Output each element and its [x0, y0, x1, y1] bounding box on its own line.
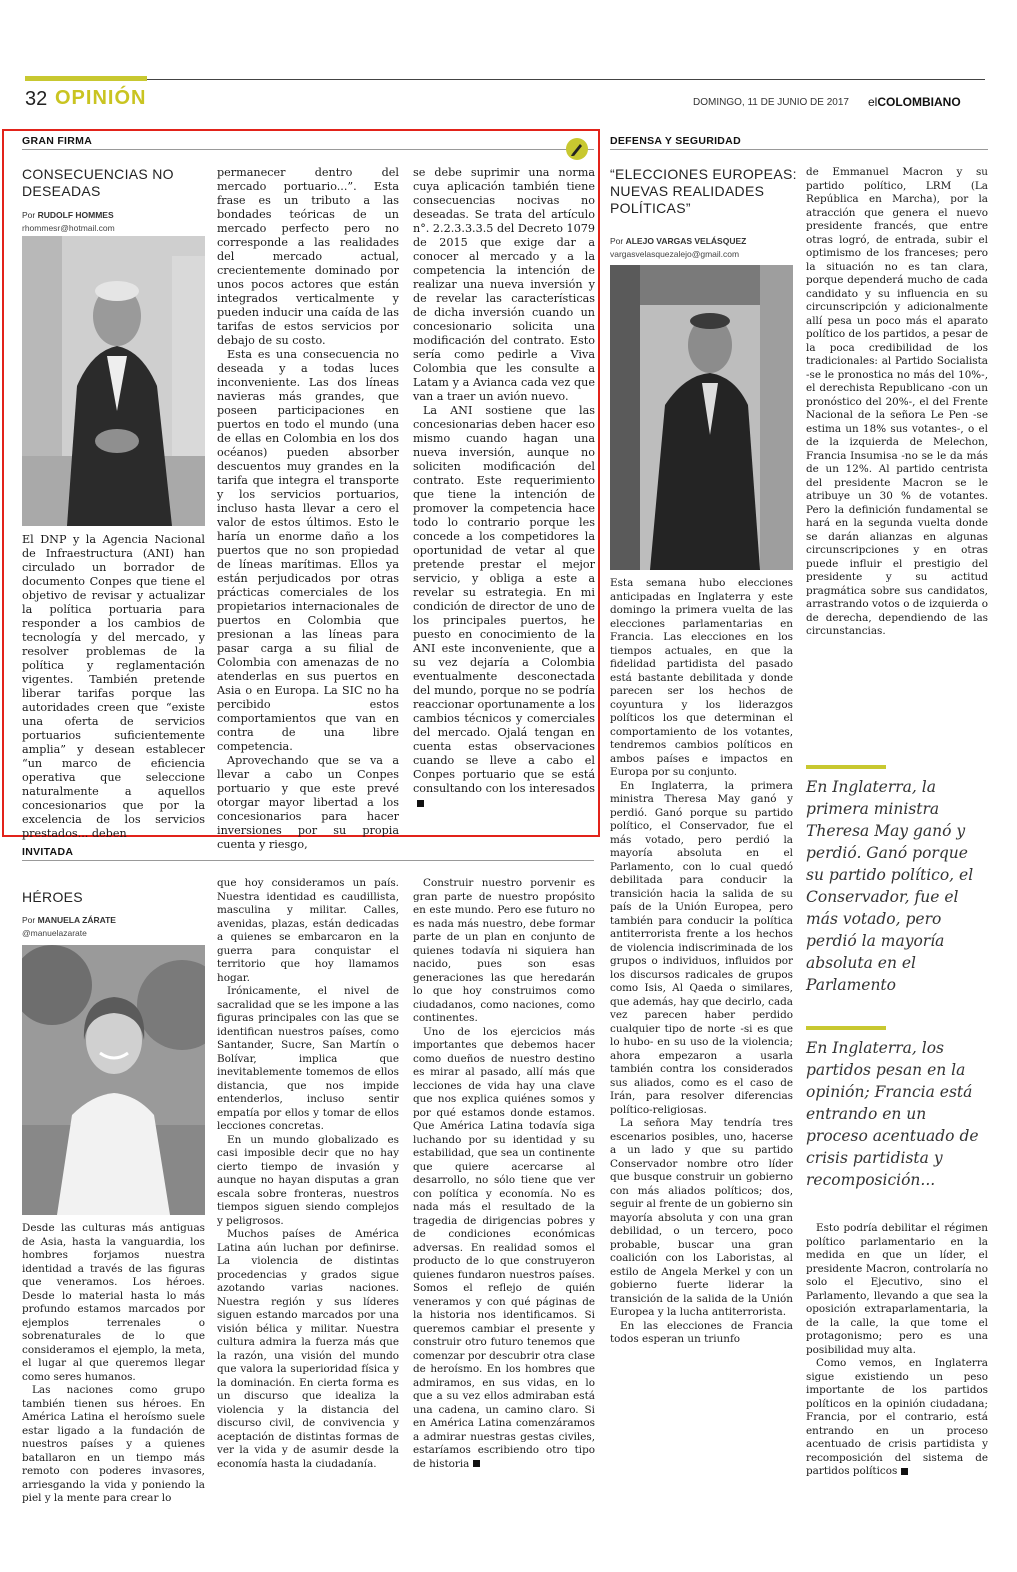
pull-quote-bar: [806, 765, 886, 769]
paragraph: se debe suprimir una norma cuya aplicación también tiene consecuencias nocivas no deseadas. Se trata del artículo n°. 2.2.3.3.3.5 del Decreto 1079 de 2015 que exige dar a conocer al mercado y a la competencia la intención de realizar una nueva inversión y de revelar las características de dicha inversión cuando un concesionario solicita una modificación del contrato. Esto sería como pedirle a Viva Colombia que les consulte a Latam y a Avianca cada vez que van a traer un avión nuevo.: [413, 166, 595, 403]
paragraph: [413, 404, 595, 810]
article1-kicker: GRAN FIRMA: [22, 135, 93, 147]
paragraph: de Emmanuel Macron y su partido político, LRM (La República en Marcha), por la atracción que genera el nuevo presidente francés, que entre otras logró, de entrada, subir el optimismo de los franceses; pero la situación no es tan clara, porque dependerá mucho de cada candidato y su influencia en su circunscripción y adicionalmente allí pesa un poco más el aparato político de los partidos, a pesar de la poca credibilidad de los tradicionales: al Partido Socialista -se le pronostica no más del 10%-, el derechista Republicano -con un pronóstico del 20%-, el del Frente Nacional de la señora Le Pen -se estima un 18% sus votantes-, o el de la izquierda de Melechon, Francia Insumisa -no se le da más de un 12%. Al partido centrista del presidente Macron se le atribuye un 30 % de votantes. Pero la definición fundamental se hará en la segunda vuelta donde se darán alianzas en algunas circunscripciones y en otras puede influir el prestigio del presidente y su actitud pragmática sobre sus candidatos, arrastrando votos o de izquierda o de derecha, dependiendo de las circunstancias.: [806, 166, 988, 637]
author-photo-zarate: [22, 945, 205, 1215]
end-of-article-mark: [473, 1460, 480, 1467]
section-title: OPINIÓN: [55, 87, 147, 109]
byline-prefix: Por: [22, 915, 38, 925]
article2-kicker-rule: [610, 149, 988, 150]
page-number: 32: [25, 88, 48, 110]
paragraph: permanecer dentro del mercado portuario...”. Esta frase es un tributo a las bondades teóricas de un mercado perfecto pero no corresponde a las realidades del mercado actual, crecientemente dominado por unos pocos actores que están integrados verticalmente y pueden inducir una caída de las tarifas de estos servicios por debajo de su costo.: [217, 166, 399, 347]
paragraph-text: Uno de los ejercicios más importantes que debemos hacer como dueños de nuestro destino es mirar al pasado, allí más que lecciones de vida hay una clave que nos explica quiénes somos y por qué estamos donde estamos. Que América Latina todavía siga luchando por su identidad y su estabilidad, que sea un continente que quiere acercarse al desarrollo, no sólo tiene que ver con política y economía. No es nada más el resultado de la tragedia de dirigencias pobres y de condiciones económicas adversas. En realidad somos el producto de lo que construyeron quienes fundaron nuestros países. Somos el reflejo de quién veneramos y con qué páginas de la historia nos identificamos. Si queremos cambiar el presente y construir otro futuro tenemos que comenzar por descubrir otra clase de heroísmo. En los hombres que admiramos, en sus vidas, en lo que a su vez ellos admiraban está una cadena, un camino claro. Si en América Latina comenzáramos a admirar nuestras gestas civiles, estaríamos escribiendo otro tipo de historia: [413, 1025, 595, 1470]
article2-kicker: DEFENSA Y SEGURIDAD: [610, 135, 741, 147]
paragraph: Muchos países de América Latina aún luchan por definirse. La violencia de distintas procedencias y grados sigue azotando varias naciones. Nuestra región y sus líderes siguen estando marcados por una visión bélica y militar. Nuestra cultura admira la fuerza más que la razón, una visión del mundo que valora la superioridad física y la dominación. En cierta forma es un discurso que idealiza la violencia y la distancia del discurso civil, de convivencia y aceptación de distintas formas de ver la vida y de asumir desde la economía hasta la ciudadanía.: [217, 1228, 399, 1470]
paragraph: Irónicamente, el nivel de sacralidad que se les impone a las figuras principales con las que se identifican nuestros países, como Santander, Sucre, San Martín o Bolívar, implica que inevitablemente tomemos de ellos distancia, que nos impide entenderlos, incluso sentir empatía por ellos y tomar de ellos lecciones concretas.: [217, 985, 399, 1132]
article3-column-2: [217, 877, 399, 1471]
pull-quote-bar: [806, 1026, 886, 1030]
article2-column-1: [610, 577, 793, 1347]
article3-byline: [22, 915, 116, 925]
paragraph: El DNP y la Agencia Nacional de Infraestructura (ANI) han circulado un borrador de documento Conpes que tiene el objetivo de revisar y actualizar la política portuaria para responder a los cambios de tecnología y del mercado, y resolver problemas de la política y reglamentación vigentes. También pretende liberar tarifas porque las autoridades creen que “existe una oferta de servicios portuarios suficientemente amplia” y desean establecer “un marco de eficiencia operativa que seleccione naturalmente a aquellos concesionarios que por la excelencia de los servicios prestados... deben: [22, 533, 205, 840]
pull-quote-1: En Inglaterra, la primera ministra Theresa May ganó y perdió. Ganó porque su partido político, el Conservador, fue el más votado, pero perdió la mayoría absoluta en el Parlamento: [806, 778, 974, 994]
issue-date: DOMINGO, 11 DE JUNIO DE 2017: [693, 97, 849, 108]
masthead-logo: [868, 95, 961, 109]
article3-title: HÉROES: [22, 889, 83, 905]
article1-byline: [22, 210, 114, 220]
paragraph: Esto podría debilitar el régimen político parlamentario en la medida en que un líder, el presidente Macron, controlaría no solo el Ejecutivo, sino el Parlamento, llevando a que sea la oposición extraparlamentaria, la de la calle, la que tome el protagonismo; pero es una posibilidad muy alta.: [806, 1222, 988, 1356]
paragraph: Esta es una consecuencia no deseada y a todas luces inconveniente. Las dos líneas navieras más grandes, que poseen participaciones en puertos en todo el mundo (una de ellas en Colombia en los dos océanos) pueden absorber descuentos muy grandes en la tarifa que integra el transporte y los servicios portuarios, incluso hasta llevar a cero el valor de estos últimos. Esto le haría un enorme daño a los puertos que no son propiedad de líneas marítimas. Ellos ya están perjudicados por otras prácticas comerciales de los propietarios internacionales de puertos en Colombia que presionan a las líneas para pasar carga a su filial de Colombia con amenazas de no atenderlas en sus puertos en Asia o en Europa. La SIC no ha percibido estos comportamientos que van en contra de una libre competencia.: [217, 348, 399, 753]
paragraph-text: La ANI sostiene que las concesionarias deben hacer eso mismo cuando hagan una nueva inversión, aunque no soliciten modificación del contrato. Este requerimiento que tiene la intención de promover la competencia hace todo lo contrario porque les concede a los competidores la oportunidad de vetar al que pretende prestar el mejor servicio, y obliga a este a revelar su estrategia. En mi condición de director de uno de los principales puertos, he puesto en conocimiento de la ANI este inconveniente, que a su vez dejaría a Colombia eventualmente desconectada del mundo, porque no se podría reaccionar oportunamente a los cambios técnicos y comerciales del mercado. Ojalá tengan en cuenta estas observaciones cuando se lleve a cabo el Conpes portuario que se está consultando con los interesados: [413, 404, 595, 795]
article1-email: rhommesr@hotmail.com: [22, 223, 115, 233]
article1-column-2: [217, 166, 399, 852]
byline-prefix: Por: [610, 236, 626, 246]
end-of-article-mark: [901, 1468, 908, 1475]
header-rule: [25, 79, 985, 80]
author-name: RUDOLF HOMMES: [37, 210, 114, 220]
author-name: ALEJO VARGAS VELÁSQUEZ: [625, 236, 747, 246]
end-of-article-mark: [417, 800, 424, 807]
article2-byline: [610, 236, 746, 246]
paragraph: En las elecciones de Francia todos esperan un triunfo: [610, 1319, 793, 1345]
masthead-prefix: el: [868, 95, 878, 109]
section-accent-bar: [25, 76, 147, 81]
paragraph: [806, 1357, 988, 1479]
article1-column-3: [413, 166, 595, 810]
article1-kicker-rule: [22, 149, 594, 150]
article3-column-1: [22, 1222, 205, 1506]
paragraph: En Inglaterra, la primera ministra Theresa May ganó y perdió. Ganó porque su partido político, el Conservador, fue el más votado, pero perdió la mayoría absoluta en el Parlamento, con lo cual quedó debilitada para conducir la transición hacia la salida de su país de la Unión Europea, pero también para conducir la política antiterrorista frente a los hechos de violencia indiscriminada de los grupos o individuos, influidos por los discursos radicales de grupos como Isis, Al Qaeda o similares, que además, hay que decirlo, cada vez parecen haber perdido cualquier tipo de norte -si es que lo hubo- en su uso de la violencia; ahora empezaron a usarla también contra los considerados sus aliados, como es el caso de Irán, para resolver diferencias político-religiosas.: [610, 779, 793, 1116]
paragraph: Construir nuestro porvenir es gran parte de nuestro propósito en este mundo. Pero ese futuro no es nada más nuestro, debe formar parte de un plan en conjunto de quienes todavía ni siquiera han nacido, pues son esas generaciones las que heredarán lo que hoy construimos como ciudadanos, como naciones, como continentes.: [413, 877, 595, 1024]
article3-column-3: [413, 877, 595, 1471]
author-name: MANUELA ZÁRATE: [37, 915, 116, 925]
paragraph: Aprovechando que se va a llevar a cabo un Conpes portuario y que este prevé otorgar mayor libertad a los concesionarios para hacer inversiones por su propia cuenta y riesgo,: [217, 754, 399, 851]
paragraph: En un mundo globalizado es casi imposible decir que no hay cierto tiempo de invasión y aunque no hayan disputas a gran escala sobre fronteras, nuestros tiempos siguen siendo complejos y peligrosos.: [217, 1133, 399, 1227]
paragraph-text: Como vemos, en Inglaterra sigue existiendo un peso importante de los partidos políticos en la opinión ciudadana; Francia, por el contrario, está entrando en un proceso acentuado de crisis partidista y recomposición del sistema de partidos políticos: [806, 1357, 988, 1477]
article3-email: @manuelazarate: [22, 928, 87, 938]
paragraph: Desde las culturas más antiguas de Asia, hasta la vanguardia, los hombres forjamos nuestra identidad a través de las figuras que veneramos. Los héroes. Desde lo material hasta lo más profundo estamos marcados por ejemplos terrenales o sobrenaturales de lo que consideramos el ejemplo, la meta, el lugar al que queremos llegar como seres humanos.: [22, 1222, 205, 1383]
author-photo-vargas: [610, 265, 793, 570]
pen-nib-icon: [565, 137, 589, 161]
pull-quote-2: En Inglaterra, los partidos pesan en la opinión; Francia está entrando en un proceso acentuado de crisis partidista y recomposición...: [806, 1039, 979, 1189]
paragraph: Esta semana hubo elecciones anticipadas en Inglaterra y este domingo la primera vuelta de las elecciones parlamentarias en Francia. Las elecciones en los tiempos actuales, en que la fidelidad partidista del pasado está bastante debilitada y donde parecen ser los hechos de coyuntura y los liderazgos políticos los que determinan el comportamiento de los votantes, tendremos cambios políticos en ambos países e impactos en Europa por su conjunto.: [610, 577, 793, 778]
article2-email: vargasvelasquezalejo@gmail.com: [610, 249, 740, 259]
paragraph: [413, 1026, 595, 1472]
article3-kicker: INVITADA: [22, 846, 74, 858]
paragraph: Las naciones como grupo también tienen sus héroes. En América Latina el heroísmo suele estar ligado a la fundación de nuestros países y a quienes batallaron en un tiempo más remoto con poderes invasores, arriesgando la vida y poniendo la piel y la mente para crear lo: [22, 1384, 205, 1504]
byline-prefix: Por: [22, 210, 38, 220]
article1-title: CONSECUENCIAS NO DESEADAS: [22, 166, 174, 199]
paragraph: que hoy consideramos un país. Nuestra identidad es caudillista, masculina y militar. Calles, avenidas, plazas, están dedicadas a quienes se embarcaron en la guerra para conquistar el territorio que hoy llamamos hogar.: [217, 877, 399, 984]
author-photo-hommes: [22, 236, 205, 526]
masthead-name: COLOMBIANO: [877, 95, 961, 109]
article1-column-1: [22, 533, 205, 841]
article2-column-2: [806, 166, 988, 639]
article2-column-2-bottom: [806, 1222, 988, 1479]
paragraph: La señora May tendría tres escenarios posibles, uno, hacerse a un lado y que su partido Conservador nombre otro líder que busque construir un gobierno con más aliados políticos; dos, seguir al frente de un gobierno sin mayoría absoluta y con una gran debilidad, o un tercero, poco probable, buscar una gran coalición con los Laboristas, al estilo de Angela Merkel y con un gobierno fuerte liderar la transición de la salida de la Unión Europea y la lucha antiterrorista.: [610, 1117, 793, 1318]
article2-title: “ELECCIONES EUROPEAS: NUEVAS REALIDADES POLÍTICAS”: [610, 166, 797, 216]
article3-kicker-rule: [22, 860, 594, 861]
